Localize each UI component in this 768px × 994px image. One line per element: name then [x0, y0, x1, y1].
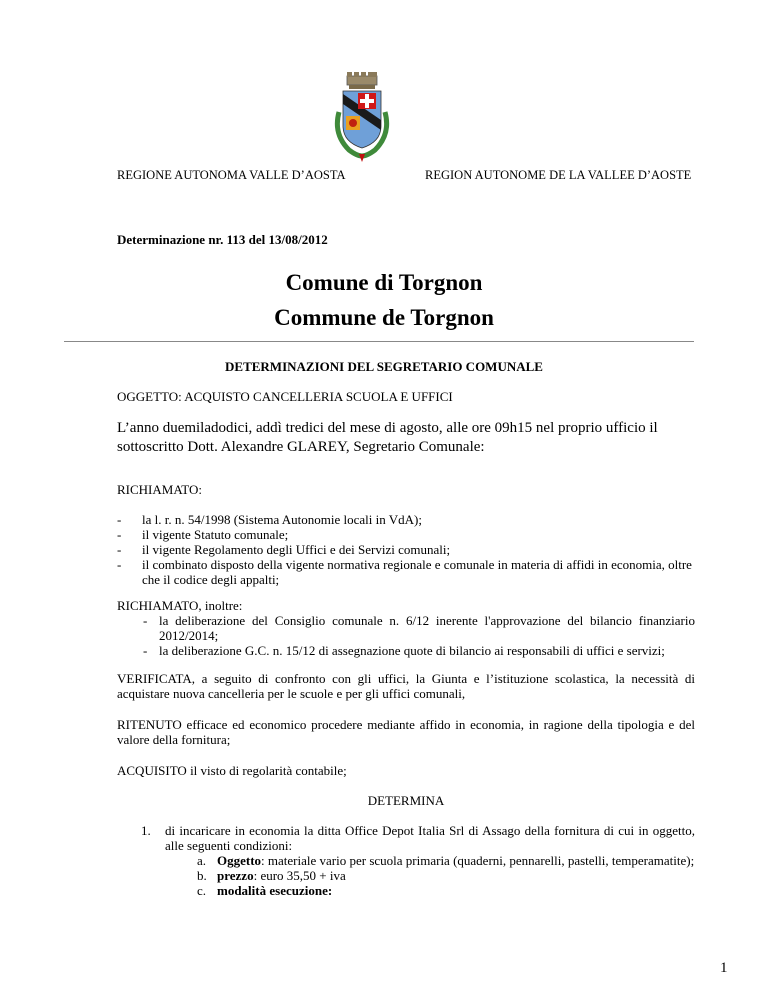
condition-item: [197, 853, 695, 868]
decision-point: [141, 823, 695, 898]
determination-number: Determinazione nr. 113 del 13/08/2012: [117, 232, 328, 247]
condition-label: Oggetto: [217, 853, 262, 868]
condition-item: [197, 883, 695, 898]
page-number: 1: [720, 960, 728, 976]
title-italian: Comune di Torgnon: [285, 270, 483, 295]
list-item: - la l. r. n. 54/1998 (Sistema Autonomie locali in VdA);: [117, 512, 695, 527]
determina-heading: DETERMINA: [367, 793, 445, 808]
condition-text: : materiale vario per scuola primaria (quaderni, pennarelli, pastelli, temperamatite);: [261, 853, 695, 868]
decision-text: di incaricare in economia la ditta Office Depot Italia Srl di Assago della fornitura di cui in oggetto, alle seguenti condizioni:: [165, 823, 695, 853]
list-item: - il vigente Regolamento degli Uffici e dei Servizi comunali;: [117, 542, 695, 557]
condition-letter: c.: [197, 883, 207, 898]
section-heading: DETERMINAZIONI DEL SEGRETARIO COMUNALE: [225, 359, 543, 374]
condition-letter: a.: [197, 853, 207, 868]
verificata-paragraph: VERIFICATA, a seguito di confronto con gli uffici, la Giunta e l’istituzione scolastica, la necessità di acquistare nuova cancelleria per le scuole e per gli uffici comunali,: [117, 671, 695, 701]
subject-line: OGGETTO: ACQUISTO CANCELLERIA SCUOLA E UFFICI: [117, 389, 453, 404]
list-item: - il combinato disposto della vigente normativa regionale e comunale in materia di affidi in economia, oltre che il codice degli appalti;: [117, 557, 695, 587]
richiamato-inoltre-label: RICHIAMATO, inoltre:: [117, 598, 243, 613]
condition-label: prezzo: [217, 868, 254, 883]
horizontal-divider: [64, 341, 694, 342]
intro-paragraph: L’anno duemiladodici, addì tredici del mese di agosto, alle ore 09h15 nel proprio ufficio il sottoscritto Dott. Alexandre GLAREY, Segretario Comunale:: [117, 420, 658, 455]
condition-label: modalità esecuzione:: [217, 883, 333, 898]
ritenuto-paragraph: RITENUTO efficace ed economico procedere mediante affido in economia, in ragione della tipologia e del valore della fornitura;: [117, 717, 695, 747]
region-name-french: REGION AUTONOME DE LA VALLEE D’AOSTE: [425, 168, 692, 182]
list-item: - il vigente Statuto comunale;: [117, 527, 695, 542]
acquisito-paragraph: ACQUISITO il visto di regolarità contabile;: [117, 763, 347, 778]
list-item: - la deliberazione del Consiglio comunale n. 6/12 inerente l'approvazione del bilancio finanziario 2012/2014;: [143, 613, 695, 643]
title-french: Commune de Torgnon: [274, 305, 494, 330]
condition-item: [197, 868, 695, 883]
richiamato-inoltre-section: [117, 598, 695, 658]
list-item: - la deliberazione G.C. n. 15/12 di assegnazione quote di bilancio ai responsabili di uffici e servizi;: [143, 643, 695, 658]
condition-text: : euro 35,50 + iva: [253, 868, 346, 883]
condition-letter: b.: [197, 868, 207, 883]
decision-number: 1.: [141, 823, 151, 838]
coat-of-arms-icon: [329, 72, 395, 164]
region-name-italian: REGIONE AUTONOMA VALLE D’AOSTA: [117, 168, 346, 182]
richiamato-list: [117, 512, 695, 587]
richiamato-label: RICHIAMATO:: [117, 482, 202, 497]
decision-list: [141, 823, 695, 898]
